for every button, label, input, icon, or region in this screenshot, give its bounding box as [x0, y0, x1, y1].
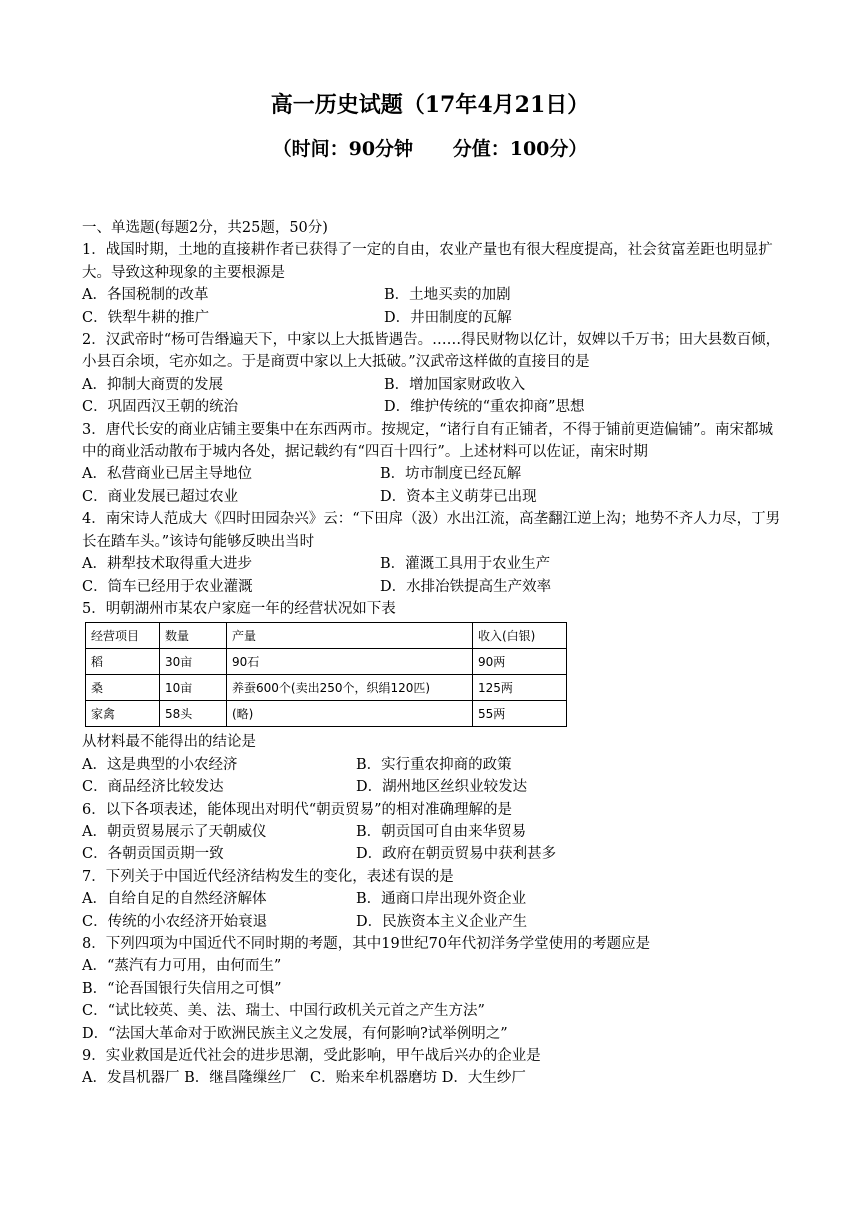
question-3-option-a: A．私营商业已居主导地位 [82, 466, 252, 483]
table-header-cell: 数量 [160, 623, 227, 649]
table-cell: 90两 [473, 649, 567, 675]
table-row [86, 701, 567, 727]
question-7-option-c: C．传统的小农经济开始衰退 [82, 913, 268, 930]
question-6-options-row-2 [82, 843, 782, 865]
question-6-stem: 6．以下各项表述，能体现出对明代“朝贡贸易”的相对准确理解的是 [82, 801, 513, 818]
question-5-option-b: B．实行重农抑商的政策 [356, 756, 512, 773]
question-2-option-a: A．抑制大商贾的发展 [82, 376, 223, 393]
exam-title: 高一历史试题（17年4月21日） [270, 92, 590, 118]
question-2-option-c: C．巩固西汉王朝的统治 [82, 399, 239, 416]
question-1-option-b: B．土地买卖的加剧 [384, 287, 511, 304]
table-header-cell: 收入(白银) [473, 623, 567, 649]
question-7-option-b: B．通商口岸出现外资企业 [356, 891, 527, 908]
question-8-option-a: A．“蒸汽有力可用，由何而生” [82, 958, 282, 975]
question-5-option-d: D．湖州地区丝织业较发达 [356, 779, 528, 796]
question-1-options-row-1 [82, 284, 782, 306]
question-5-stem: 5．明朝湖州市某农户家庭一年的经营状况如下表 [82, 600, 396, 617]
question-8-option-c: C．“试比较英、美、法、瑞士、中国行政机关元首之产生方法” [82, 1003, 485, 1020]
table-cell: 10亩 [160, 675, 227, 701]
question-2-options-row-2 [82, 396, 782, 418]
table-header-cell: 经营项目 [86, 623, 160, 649]
question-4-option-b: B．灌溉工具用于农业生产 [380, 556, 551, 573]
table-cell: 90石 [227, 649, 473, 675]
question-5-options-row-2 [82, 776, 782, 798]
question-4-stem: 4．南宋诗人范成大《四时田园杂兴》云：“下田戽（汲）水出江流，高垄翻江逆上沟；地势不齐人力尽，丁男长在踏车头。”该诗句能够反映出当时 [82, 511, 781, 550]
question-7-options-row-1 [82, 888, 782, 910]
section-heading: 一、单选题(每题2分，共25题，50分) [82, 220, 328, 236]
question-7-options-row-2 [82, 911, 782, 933]
table-cell: 55两 [473, 701, 567, 727]
exam-content [82, 217, 782, 1090]
question-7-stem: 7．下列关于中国近代经济结构发生的变化，表述有误的是 [82, 868, 454, 885]
question-1-option-c: C．铁犁牛耕的推广 [82, 309, 210, 326]
question-8-option-b: B．“论吾国银行失信用之可惧” [82, 980, 282, 997]
question-1-stem: 1．战国时期，土地的直接耕作者已获得了一定的自由，农业产量也有很大程度提高，社会贫富差距也明显扩大。导致这种现象的主要根源是 [82, 242, 773, 281]
exam-subtitle: （时间：90分钟 分值：100分） [272, 138, 588, 160]
table-header-cell: 产量 [227, 623, 473, 649]
question-9-options: A．发昌机器厂 B．继昌隆缫丝厂 C．贻来牟机器磨坊 D．大生纱厂 [82, 1070, 526, 1087]
question-9-stem: 9．实业救国是近代社会的进步思潮，受此影响，甲午战后兴办的企业是 [82, 1048, 541, 1064]
question-6-option-a: A．朝贡贸易展示了天朝威仪 [82, 823, 267, 840]
table-cell: 58头 [160, 701, 227, 727]
question-4-options-row-1 [82, 553, 782, 575]
question-3-options-row-2 [82, 486, 782, 508]
table-cell: 桑 [86, 675, 160, 701]
table-header-row [86, 623, 567, 649]
table-cell: 125两 [473, 675, 567, 701]
table-cell: 稻 [86, 649, 160, 675]
question-1-option-a: A．各国税制的改革 [82, 287, 209, 304]
question-7-option-a: A．自给自足的自然经济解体 [82, 891, 267, 908]
question-3-options-row-1 [82, 463, 782, 485]
question-2-stem: 2．汉武帝时“杨可告缗遍天下，中家以上大抵皆遇告。……得民财物以亿计，奴婢以千万书；田大县数百倾，小县百余顷，宅亦如之。于是商贾中家以上大抵破。”汉武帝这样做的直接目的是 [82, 332, 781, 371]
table-row [86, 649, 567, 675]
question-5-stem-2: 从材料最不能得出的结论是 [82, 734, 256, 751]
question-3-option-c: C．商业发展已超过农业 [82, 488, 239, 505]
table-cell: 30亩 [160, 649, 227, 675]
table-cell: (略) [227, 701, 473, 727]
question-8-option-d: D．“法国大革命对于欧洲民族主义之发展，有何影响?试举例明之” [82, 1025, 508, 1042]
question-3-stem: 3．唐代长安的商业店铺主要集中在东西两市。按规定，“诸行自有正铺者，不得于铺前更造偏铺”。南宋都城中的商业活动散布于城内各处，据记载约有“四百十四行”。上述材料可以佐证，南宋时期 [82, 421, 774, 461]
table-cell: 家禽 [86, 701, 160, 727]
question-4-option-a: A．耕犁技术取得重大进步 [82, 556, 252, 573]
table-cell: 养蚕600个(卖出250个，织绢120匹) [227, 675, 473, 701]
question-4-option-d: D．水排冶铁提高生产效率 [380, 578, 552, 595]
question-2-option-b: B．增加国家财政收入 [384, 376, 526, 393]
question-6-options-row-1 [82, 821, 782, 843]
table-row [86, 675, 567, 701]
question-4-option-c: C．筒车已经用于农业灌溉 [82, 578, 253, 595]
question-1-options-row-2 [82, 307, 782, 329]
question-2-options-row-1 [82, 374, 782, 396]
question-6-option-b: B．朝贡国可自由来华贸易 [356, 823, 527, 840]
question-5-option-a: A．这是典型的小农经济 [82, 756, 238, 773]
question-5-options-row-1 [82, 754, 782, 776]
question-3-option-d: D．资本主义萌芽已出现 [380, 488, 537, 505]
question-3-option-b: B．坊市制度已经瓦解 [380, 466, 522, 483]
question-2-option-d: D．维护传统的“重农抑商”思想 [384, 399, 585, 416]
farm-income-table [85, 622, 567, 727]
question-6-option-d: D．政府在朝贡贸易中获利甚多 [356, 846, 557, 863]
question-7-option-d: D．民族资本主义企业产生 [356, 913, 528, 930]
question-8-stem: 8．下列四项为中国近代不同时期的考题，其中19世纪70年代初洋务学堂使用的考题应是 [82, 935, 651, 952]
question-5-option-c: C．商品经济比较发达 [82, 779, 224, 796]
question-1-option-d: D．井田制度的瓦解 [384, 309, 512, 326]
question-4-options-row-2 [82, 576, 782, 598]
question-6-option-c: C．各朝贡国贡期一致 [82, 846, 224, 863]
